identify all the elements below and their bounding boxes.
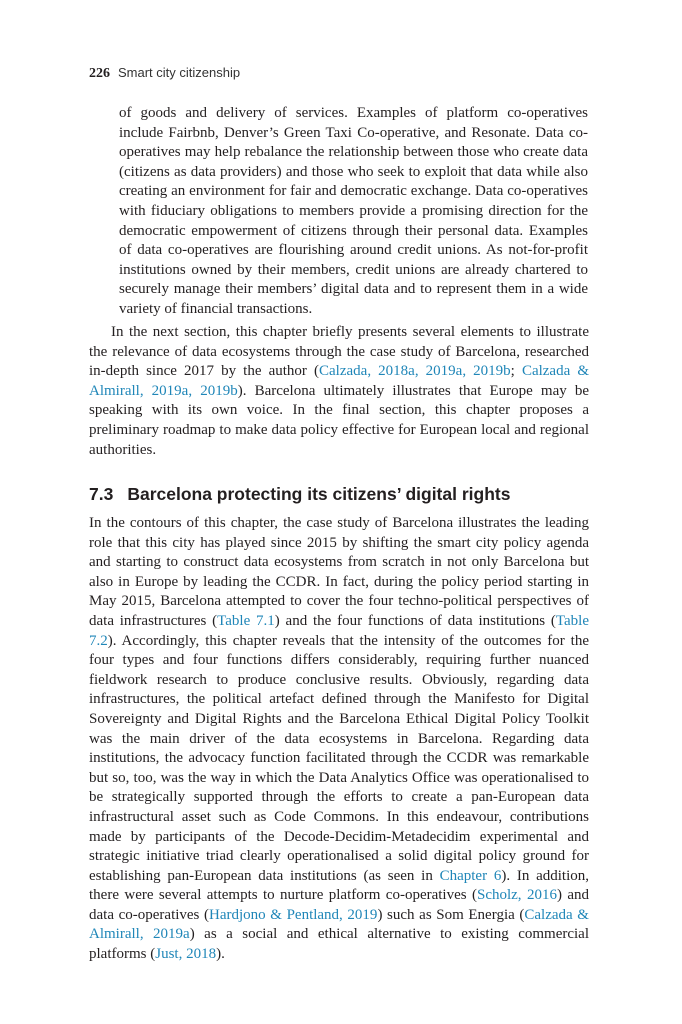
intro-paragraph (89, 323, 589, 460)
citation-link[interactable]: Scholz, 2016 (476, 887, 557, 904)
text-span: ). (216, 946, 225, 963)
citation-link[interactable]: Calzada, 2018a, 2019a, 2019b (319, 363, 511, 380)
table-link[interactable]: Table 7.1 (217, 612, 275, 629)
text-span: ). In addition, there were several attempts to nurture platform co-operatives ( (89, 867, 589, 904)
table-link[interactable]: Table 7.2 (89, 612, 589, 649)
text-span: ). Barcelona ultimately illustrates that Europe may be speaking with its own voice. In the final section, this chapter proposes a preliminary roadmap to make data policy effective for European local and regional authorities. (89, 382, 589, 458)
text-span: ) as a social and ethical alternative to existing commercial platforms ( (89, 926, 590, 963)
chapter-link[interactable]: Chapter 6 (439, 867, 502, 884)
text-span: ; (510, 363, 522, 380)
text-span: ) such as Som Energia ( (377, 906, 525, 923)
citation-link[interactable]: Hardjono & Pentland, 2019 (209, 906, 378, 923)
section-number: 7.3 (89, 484, 114, 504)
section-heading (89, 483, 589, 505)
text-span: ). Accordingly, this chapter reveals that the intensity of the outcomes for the four types and four functions differs considerably, requiring further nuanced fieldwork research to produce conclusive results. Obviously, regarding data infrastructures, the political artefact defined through the Manifesto for Digital Sovereignty and Digital Rights and the Barcelona Ethical Digital Policy Toolkit was the main driver of the data ecosystems in Barcelona. Regarding data institutions, the advocacy function facilitated through the CCDR was remarkable but so, too, was the way in which the Data Analytics Office was operationalised to be strategically supported through the efforts to create a pan-European data infrastructural asset such as Code Commons. In this endeavour, contributions made by participants of the Decode-Decidim-Metadecidim experimental and strategic initiative triad clearly operationalised a solid digital policy ground for establishing pan-European data institutions (as seen in (89, 632, 589, 884)
text-span: ) and data co-operatives ( (89, 887, 589, 923)
citation-link[interactable]: Just, 2018 (155, 946, 217, 963)
running-title: Smart city citizenship (118, 65, 241, 80)
citation-link[interactable]: Calzada & Almirall, 2019a (89, 906, 589, 943)
running-header (89, 64, 240, 83)
text-span: In the contours of this chapter, the case study of Barcelona illustrates the leading role that this city has played since 2015 by shifting the smart city policy agenda and starting to construct data ecosystems from scratch in not only Barcelona but also in Europe by leading the CCDR. In fact, during the policy period starting in May 2015, Barcelona attempted to cover the four techno-political perspectives of data infrastructures ( (89, 515, 589, 629)
text-span: ) and the four functions of data institutions ( (274, 612, 556, 629)
citation-link[interactable]: Calzada & Almirall, 2019a, 2019b (89, 363, 590, 399)
block-quote-paragraph: of goods and delivery of services. Examples of platform co-operatives include Fairbnb, Denver’s Green Taxi Co-operative, and Resonate. Data co-operatives may help rebalance the relationship between those who create data (citizens as data providers) and those who seek to exploit that data while also creating an environment for fair and democratic exchange. Data co-operatives with fiduciary obligations to members provide a promising direction for the democratic empowerment of citizens through their personal data. Examples of data co-operatives are flourishing around credit unions. As not-for-profit institutions owned by their members, credit unions are already chartered to securely manage their members’ digital data and to represent them in a wide variety of financial transactions. (119, 105, 588, 317)
page-number: 226 (89, 66, 110, 81)
section-title: Barcelona protecting its citizens’ digital rights (127, 484, 511, 504)
section-body-paragraph (89, 514, 589, 965)
text-span: In the next section, this chapter briefly presents several elements to illustrate the relevance of data ecosystems through the case study of Barcelona, researched in-depth since 2017 by the author ( (89, 324, 589, 380)
